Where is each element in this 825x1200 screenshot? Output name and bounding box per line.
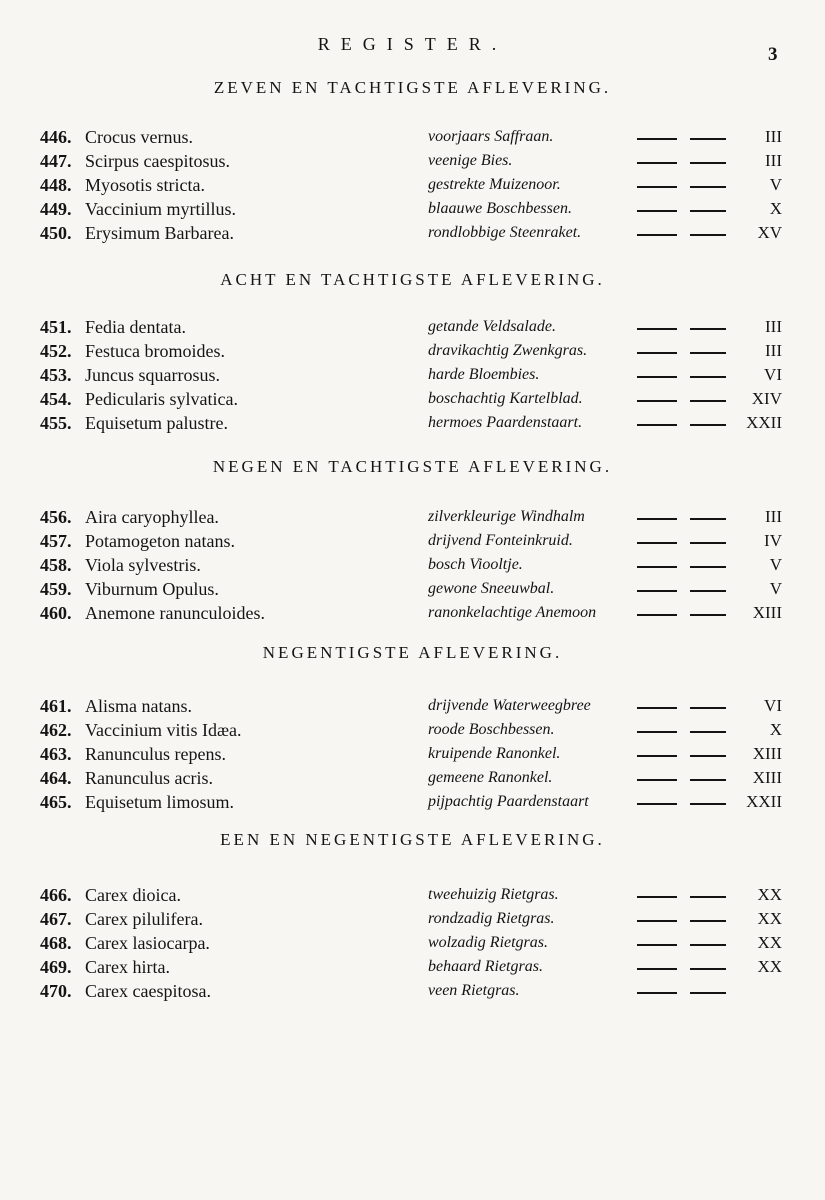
register-entry xyxy=(40,555,800,579)
entry-number: 462. xyxy=(40,720,72,740)
section-heading: NEGEN EN TACHTIGSTE AFLEVERING. xyxy=(212,457,613,476)
dutch-name: drijvende Waterweegbree xyxy=(428,697,591,714)
entry-number: 455. xyxy=(40,413,72,433)
dutch-name: wolzadig Rietgras. xyxy=(428,934,549,951)
register-entry xyxy=(40,341,800,365)
entry-number: 461. xyxy=(40,696,72,716)
leader-dash xyxy=(690,731,726,733)
section-heading: EEN EN NEGENTIGSTE AFLEVERING. xyxy=(220,830,605,849)
entry-number: 448. xyxy=(40,175,72,195)
latin-name: Carex dioica. xyxy=(85,885,181,905)
latin-name: Viola sylvestris. xyxy=(85,555,201,575)
latin-name: Carex hirta. xyxy=(85,957,170,977)
linnaean-class: III xyxy=(765,317,782,336)
latin-name: Carex lasiocarpa. xyxy=(85,933,210,953)
leader-dash xyxy=(690,210,726,212)
entry-number: 470. xyxy=(40,981,72,1001)
leader-dash xyxy=(690,424,726,426)
leader-dash xyxy=(690,376,726,378)
latin-name: Scirpus caespitosus. xyxy=(85,151,230,171)
register-entry xyxy=(40,768,800,792)
register-entry xyxy=(40,957,800,981)
dutch-name: boschachtig Kartelblad. xyxy=(428,390,583,407)
entry-number: 460. xyxy=(40,603,72,623)
entry-number: 467. xyxy=(40,909,72,929)
latin-name: Ranunculus acris. xyxy=(85,768,213,788)
linnaean-class: XX xyxy=(757,909,782,928)
latin-name: Vaccinium vitis Idæa. xyxy=(85,720,242,740)
leader-dash xyxy=(637,707,677,709)
linnaean-class: V xyxy=(769,175,782,194)
page-title: REGISTER. xyxy=(317,34,508,54)
dutch-name: gestrekte Muizenoor. xyxy=(428,176,561,193)
leader-dash xyxy=(637,186,677,188)
dutch-name: rondzadig Rietgras. xyxy=(428,910,555,927)
latin-name: Juncus squarrosus. xyxy=(85,365,220,385)
leader-dash xyxy=(690,518,726,520)
latin-name: Vaccinium myrtillus. xyxy=(85,199,236,219)
section-heading: ACHT EN TACHTIGSTE AFLEVERING. xyxy=(220,270,605,289)
entry-number: 456. xyxy=(40,507,72,527)
register-entry xyxy=(40,792,800,816)
register-entry xyxy=(40,744,800,768)
linnaean-class: XX xyxy=(757,885,782,904)
dutch-name: harde Bloembies. xyxy=(428,366,540,383)
register-entry xyxy=(40,885,800,909)
leader-dash xyxy=(690,186,726,188)
leader-dash xyxy=(637,590,677,592)
linnaean-class: XIV xyxy=(751,389,782,408)
dutch-name: blaauwe Boschbessen. xyxy=(428,200,572,217)
entry-number: 447. xyxy=(40,151,72,171)
entry-number: 457. xyxy=(40,531,72,551)
leader-dash xyxy=(690,614,726,616)
linnaean-class: XIII xyxy=(752,744,782,763)
leader-dash xyxy=(637,518,677,520)
register-entry xyxy=(40,365,800,389)
register-entry xyxy=(40,720,800,744)
leader-dash xyxy=(690,328,726,330)
leader-dash xyxy=(690,707,726,709)
dutch-name: veen Rietgras. xyxy=(428,982,520,999)
entry-number: 449. xyxy=(40,199,72,219)
leader-dash xyxy=(637,566,677,568)
entry-number: 463. xyxy=(40,744,72,764)
register-entry xyxy=(40,507,800,531)
section-heading: ZEVEN EN TACHTIGSTE AFLEVERING. xyxy=(213,78,612,97)
leader-dash xyxy=(637,968,677,970)
latin-name: Crocus vernus. xyxy=(85,127,193,147)
latin-name: Alisma natans. xyxy=(85,696,192,716)
dutch-name: bosch Viooltje. xyxy=(428,556,523,573)
leader-dash xyxy=(637,234,677,236)
linnaean-class: XX xyxy=(757,933,782,952)
register-entry xyxy=(40,151,800,175)
entry-number: 453. xyxy=(40,365,72,385)
register-entry xyxy=(40,579,800,603)
leader-dash xyxy=(690,779,726,781)
linnaean-class: III xyxy=(765,507,782,526)
entry-number: 458. xyxy=(40,555,72,575)
dutch-name: getande Veldsalade. xyxy=(428,318,556,335)
linnaean-class: XIII xyxy=(752,768,782,787)
dutch-name: behaard Rietgras. xyxy=(428,958,543,975)
leader-dash xyxy=(637,755,677,757)
latin-name: Festuca bromoides. xyxy=(85,341,225,361)
linnaean-class: V xyxy=(769,555,782,574)
leader-dash xyxy=(690,944,726,946)
dutch-name: kruipende Ranonkel. xyxy=(428,745,561,762)
dutch-name: gemeene Ranonkel. xyxy=(428,769,553,786)
latin-name: Equisetum palustre. xyxy=(85,413,228,433)
leader-dash xyxy=(637,328,677,330)
register-entry xyxy=(40,696,800,720)
leader-dash xyxy=(637,424,677,426)
entry-number: 451. xyxy=(40,317,72,337)
linnaean-class: XXII xyxy=(746,792,782,811)
entry-number: 464. xyxy=(40,768,72,788)
register-entry xyxy=(40,317,800,341)
dutch-name: zilverkleurige Windhalm xyxy=(428,508,585,525)
leader-dash xyxy=(690,162,726,164)
dutch-name: veenige Bies. xyxy=(428,152,513,169)
register-entry xyxy=(40,127,800,151)
leader-dash xyxy=(637,944,677,946)
leader-dash xyxy=(637,162,677,164)
latin-name: Viburnum Opulus. xyxy=(85,579,219,599)
leader-dash xyxy=(637,542,677,544)
leader-dash xyxy=(690,566,726,568)
linnaean-class: XV xyxy=(757,223,782,242)
leader-dash xyxy=(690,352,726,354)
leader-dash xyxy=(637,210,677,212)
linnaean-class: XIII xyxy=(752,603,782,622)
dutch-name: rondlobbige Steenraket. xyxy=(428,224,582,241)
leader-dash xyxy=(637,614,677,616)
linnaean-class: XXII xyxy=(746,413,782,432)
linnaean-class: VI xyxy=(764,696,782,715)
latin-name: Myosotis stricta. xyxy=(85,175,205,195)
register-entry xyxy=(40,223,800,247)
linnaean-class: III xyxy=(765,341,782,360)
linnaean-class: VI xyxy=(764,365,782,384)
register-entry xyxy=(40,175,800,199)
leader-dash xyxy=(690,590,726,592)
latin-name: Aira caryophyllea. xyxy=(85,507,219,527)
latin-name: Carex caespitosa. xyxy=(85,981,211,1001)
register-entry xyxy=(40,389,800,413)
leader-dash xyxy=(690,400,726,402)
leader-dash xyxy=(690,968,726,970)
dutch-name: tweehuizig Rietgras. xyxy=(428,886,559,903)
page-number: 3 xyxy=(768,44,778,65)
dutch-name: dravikachtig Zwenkgras. xyxy=(428,342,588,359)
latin-name: Equisetum limosum. xyxy=(85,792,235,812)
entry-number: 466. xyxy=(40,885,72,905)
entry-number: 468. xyxy=(40,933,72,953)
linnaean-class: XX xyxy=(757,957,782,976)
leader-dash xyxy=(637,920,677,922)
entry-number: 452. xyxy=(40,341,72,361)
leader-dash xyxy=(690,920,726,922)
leader-dash xyxy=(690,542,726,544)
latin-name: Erysimum Barbarea. xyxy=(85,223,234,243)
leader-dash xyxy=(690,896,726,898)
linnaean-class: X xyxy=(769,199,782,218)
leader-dash xyxy=(637,352,677,354)
leader-dash xyxy=(637,992,677,994)
register-entry xyxy=(40,413,800,437)
linnaean-class: III xyxy=(765,151,782,170)
latin-name: Carex pilulifera. xyxy=(85,909,203,929)
register-entry xyxy=(40,909,800,933)
linnaean-class: IV xyxy=(764,531,782,550)
leader-dash xyxy=(690,755,726,757)
entry-number: 465. xyxy=(40,792,72,812)
entry-number: 469. xyxy=(40,957,72,977)
leader-dash xyxy=(690,992,726,994)
latin-name: Ranunculus repens. xyxy=(85,744,226,764)
section-heading: NEGENTIGSTE AFLEVERING. xyxy=(262,643,563,662)
entry-number: 454. xyxy=(40,389,72,409)
entry-number: 446. xyxy=(40,127,72,147)
register-entry xyxy=(40,531,800,555)
linnaean-class: X xyxy=(769,720,782,739)
leader-dash xyxy=(690,803,726,805)
latin-name: Potamogeton natans. xyxy=(85,531,235,551)
entry-number: 459. xyxy=(40,579,72,599)
dutch-name: drijvend Fonteinkruid. xyxy=(428,532,573,549)
latin-name: Pedicularis sylvatica. xyxy=(85,389,238,409)
dutch-name: pijpachtig Paardenstaart xyxy=(428,793,589,810)
leader-dash xyxy=(637,803,677,805)
leader-dash xyxy=(690,138,726,140)
dutch-name: hermoes Paardenstaart. xyxy=(428,414,583,431)
leader-dash xyxy=(637,138,677,140)
leader-dash xyxy=(637,731,677,733)
latin-name: Anemone ranunculoides. xyxy=(85,603,265,623)
register-entry xyxy=(40,603,800,627)
dutch-name: ranonkelachtige Anemoon xyxy=(428,604,597,621)
linnaean-class: V xyxy=(769,579,782,598)
dutch-name: voorjaars Saffraan. xyxy=(428,128,554,145)
leader-dash xyxy=(637,400,677,402)
register-entry xyxy=(40,981,800,1005)
register-entry xyxy=(40,199,800,223)
linnaean-class: III xyxy=(765,127,782,146)
leader-dash xyxy=(637,779,677,781)
leader-dash xyxy=(637,376,677,378)
latin-name: Fedia dentata. xyxy=(85,317,186,337)
dutch-name: roode Boschbessen. xyxy=(428,721,555,738)
dutch-name: gewone Sneeuwbal. xyxy=(428,580,555,597)
register-entry xyxy=(40,933,800,957)
leader-dash xyxy=(690,234,726,236)
leader-dash xyxy=(637,896,677,898)
entry-number: 450. xyxy=(40,223,72,243)
